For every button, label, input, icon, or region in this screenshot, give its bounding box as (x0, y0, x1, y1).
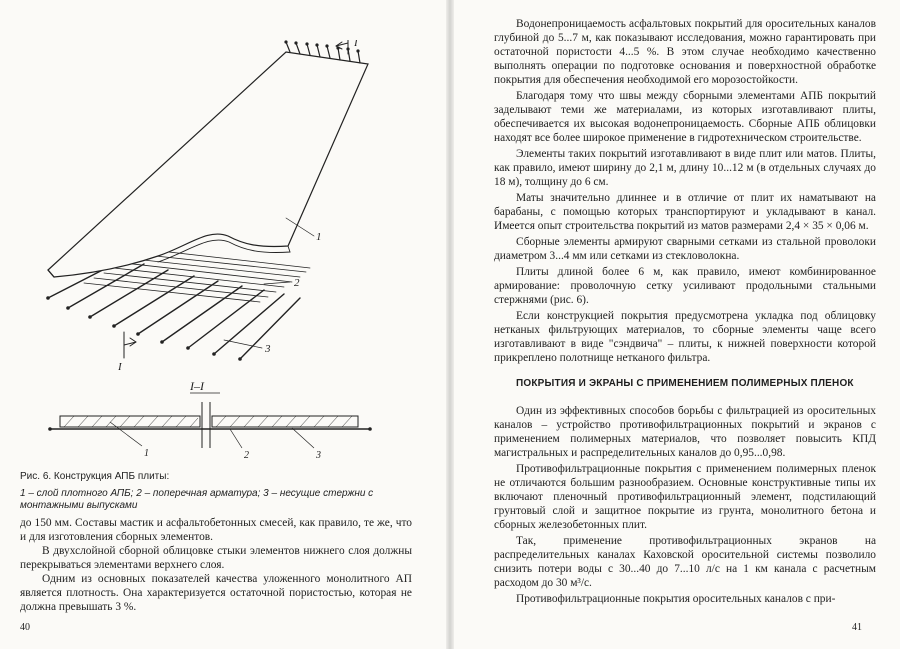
right-body-text (494, 17, 876, 608)
paragraph: Маты значительно длиннее и в отличие от плит их наматывают на барабаны, с помощью которых транспортируют и укладывают в канал. Имеется опыт строительства покрытий из матов размерами 2,4 × 35 × 0,06 м. (494, 192, 876, 232)
cross-section-drawing (30, 376, 400, 468)
callout-2: 2 (294, 277, 300, 289)
asphalt-slab (48, 52, 368, 277)
paragraph: Противофильтрационные покрытия с применением полимерных пленок не отличаются большим разнообразием. Основные конструктивные типы их включают пленочный противофильтрационный элемент, подстилающий грунтовый слой и защитное покрытие из грунта, монолитного бетона и сборных железобетонных плит. (494, 463, 876, 531)
paragraph: Если конструкцией покрытия предусмотрена укладка под облицовку нетканых фильтрующих материалов, то сборные элементы чаще всего изготавливают в виде "сэндвича" – плиты, к нижней поверхности которой прикреплено полотнище нетканого фильтра. (494, 310, 876, 364)
section-heading: ПОКРЫТИЯ И ЭКРАНЫ С ПРИМЕНЕНИЕМ ПОЛИМЕРНЫХ ПЛЕНОК (516, 378, 854, 389)
caption-legend: 1 – слой плотного АПБ; 2 – поперечная арматура; 3 – несущие стержни с монтажными выпусками (20, 487, 374, 511)
paragraph: Противофильтрационные покрытия оросительных каналов с при- (516, 593, 836, 605)
figure-caption (20, 471, 390, 513)
paragraph: В двухслойной сборной облицовке стыки элементов нижнего слоя должны перекрываться элементами верхнего слоя. (20, 545, 412, 571)
section-callout-2: 2 (244, 450, 249, 461)
section-mark-top: I (354, 40, 358, 49)
section-callout-1: 1 (144, 448, 149, 459)
paragraph: до 150 мм. Составы мастик и асфальтобетонных смесей, как правило, те же, что и для изготовления сборных элементов. (20, 517, 412, 543)
section-callout-3: 3 (316, 450, 321, 461)
paragraph: Сборные элементы армируют сварными сетками из стальной проволоки диаметром 3...4 мм или сетками из стекловолокна. (494, 236, 876, 262)
paragraph: Элементы таких покрытий изготавливают в виде плит или матов. Плиты, как правило, имеют ширину до 2,1 м, длину 10...12 м (в отдельных случаях до 18 м), толщину до 6 см. (494, 148, 876, 188)
paragraph: Один из эффективных способов борьбы с фильтрацией из оросительных каналов – устройство противофильтрационных покрытий и экранов с применением полимерных материалов, что позволяет повысить КПД магистральных и распределительных каналов до 0,95...0,98. (494, 405, 876, 459)
callout-3: 3 (265, 343, 271, 355)
paragraph: Так, применение противофильтрационных экранов на распределительных каналах Каховской оросительной системы позволило снизить потери воды с 30...40 до 7...10 л/с на 1 км канала с расчетным расходом до 30 м³/с. (494, 535, 876, 589)
paragraph: Водонепроницаемость асфальтовых покрытий для оросительных каналов глубиной до 5...7 м, как показывают исследования, можно гарантировать при остаточной пористости 4...5 %. В этом случае необходимо качественно выполнять операции по подготовке основания и поверхностной обработке покрытия для обеспечения необходимой его морозостойкости. (494, 18, 876, 86)
section-title: I–I (190, 379, 204, 393)
page-number-right: 41 (852, 622, 862, 633)
section-mark-bottom: I (118, 361, 122, 373)
bearing-rods (48, 259, 300, 359)
caption-title: Рис. 6. Конструкция АПБ плиты: (20, 471, 170, 482)
paragraph: Плиты длиной более 6 м, как правило, имеют комбинированное армирование: проволочную сетку усиливают продольными стальными стержнями (рис. 6). (494, 266, 876, 306)
page-number-left: 40 (20, 622, 30, 633)
callout-1: 1 (316, 231, 322, 243)
paragraph: Одним из основных показателей качества уложенного монолитного АП является плотность. Она характеризуется остаточной пористостью, которая не должна превышать 3 %. (20, 573, 412, 613)
paragraph: Благодаря тому что швы между сборными элементами АПБ покрытий заделывают теми же материалами, из которых изготавливают плиты, обеспечивается их высокая водонепроницаемость. Сборные АПБ облицовки находят все более широкое применение в гидротехническом строительстве. (494, 90, 876, 144)
left-body-text (20, 516, 412, 614)
slab-isometric-drawing (28, 40, 378, 375)
